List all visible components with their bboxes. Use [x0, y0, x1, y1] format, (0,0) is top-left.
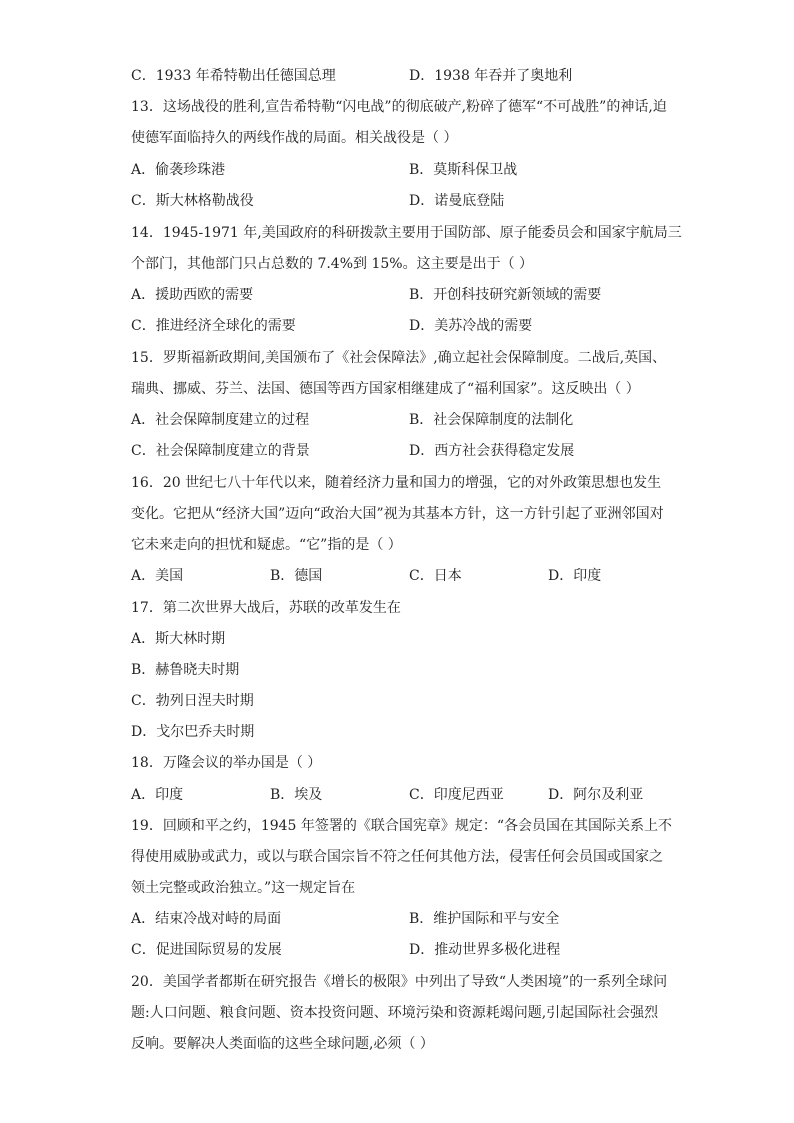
q15-option-a: A．社会保障制度建立的过程 [131, 412, 310, 428]
q18-option-d: D．阿尔及利亚 [548, 787, 644, 803]
q19-stem-line-3: 领土完整或政治独立。”这一规定旨在 [131, 880, 356, 896]
q15-option-d: D．西方社会获得稳定发展 [409, 443, 575, 459]
q13-stem-line-1: 13．这场战役的胜利,宣告希特勒“闪电战”的彻底破产,粉碎了德军“不可战胜”的神话,迫 [131, 99, 667, 115]
q16-stem-line-1: 16．20 世纪七八十年代以来，随着经济力量和国力的增强，它的对外政策思想也发生 [131, 475, 662, 491]
q17-stem-line-1: 17．第二次世界大战后，苏联的改革发生在 [131, 600, 401, 616]
q20-stem-line-2: 题:人口问题、粮食问题、资本投资问题、环境污染和资源耗竭问题,引起国际社会强烈 [131, 1005, 659, 1021]
q14-option-b: B．开创科技研究新领域的需要 [409, 287, 602, 303]
q16-option-c: C．日本 [409, 568, 462, 584]
q12-option-c: C．1933 年希特勒出任德国总理 [131, 68, 336, 84]
q18-option-a: A．印度 [131, 787, 184, 803]
q17-option-c: C．勃列日涅夫时期 [131, 693, 254, 709]
q19-option-b: B．维护国际和平与安全 [409, 911, 560, 927]
q18-option-c: C．印度尼西亚 [409, 787, 504, 803]
q15-stem-line-1: 15．罗斯福新政期间,美国颁布了《社会保障法》,确立起社会保障制度。二战后,英国、 [131, 350, 667, 366]
q17-option-a: A．斯大林时期 [131, 631, 226, 647]
q14-option-d: D．美苏冷战的需要 [409, 318, 533, 334]
q13-option-b: B．莫斯科保卫战 [409, 162, 518, 178]
q19-option-a: A．结束冷战对峙的局面 [131, 911, 282, 927]
q19-stem-line-2: 得使用威胁或武力，或以与联合国宗旨不符之任何其他方法，侵害任何会员国或国家之 [131, 849, 663, 865]
q17-option-d: D．戈尔巴乔夫时期 [131, 724, 255, 740]
q16-stem-line-3: 它未来走向的担忧和疑虑。“它”指的是（ ） [131, 537, 402, 553]
q18-stem-line-1: 18．万隆会议的举办国是（ ） [131, 755, 322, 771]
q16-option-d: D．印度 [548, 568, 602, 584]
q17-option-b: B．赫鲁晓夫时期 [131, 662, 240, 678]
q15-option-c: C．社会保障制度建立的背景 [131, 443, 310, 459]
q13-option-c: C．斯大林格勒战役 [131, 193, 254, 209]
q20-stem-line-1: 20．美国学者都斯在研究报告《增长的极限》中列出了导致“人类困境”的一系列全球问 [131, 974, 668, 990]
q16-option-a: A．美国 [131, 568, 184, 584]
q20-stem-line-3: 反响。要解决人类面临的这些全球问题,必须（ ） [131, 1036, 434, 1052]
q19-option-d: D．推动世界多极化进程 [409, 942, 561, 958]
q12-option-d: D．1938 年吞并了奥地利 [409, 68, 573, 84]
q18-option-b: B．埃及 [270, 787, 323, 803]
q16-stem-line-2: 变化。它把从“经济大国”迈向“政治大国”视为其基本方针，这一方针引起了亚洲邻国对 [131, 506, 664, 522]
q14-stem-line-1: 14．1945-1971 年,美国政府的科研拨款主要用于国防部、原子能委员会和国家宇航局三 [131, 225, 682, 241]
q13-stem-line-2: 使德军面临持久的两线作战的局面。相关战役是（ ） [131, 130, 458, 146]
q16-option-b: B．德国 [270, 568, 323, 584]
q19-option-c: C．促进国际贸易的发展 [131, 942, 282, 958]
q19-stem-line-1: 19．回顾和平之约，1945 年签署的《联合国宪章》规定：“各会员国在其国际关系上不 [131, 818, 673, 834]
q13-option-d: D．诺曼底登陆 [409, 193, 505, 209]
q13-option-a: A．偷袭珍珠港 [131, 162, 226, 178]
q15-stem-line-2: 瑞典、挪威、芬兰、法国、德国等西方国家相继建成了“福利国家”。这反映出（ ） [131, 381, 640, 397]
q14-stem-line-2: 个部门，其他部门只占总数的 7.4%到 15%。这主要是出于（ ） [131, 256, 534, 272]
q14-option-c: C．推进经济全球化的需要 [131, 318, 296, 334]
q14-option-a: A．援助西欧的需要 [131, 287, 254, 303]
q15-option-b: B．社会保障制度的法制化 [409, 412, 574, 428]
